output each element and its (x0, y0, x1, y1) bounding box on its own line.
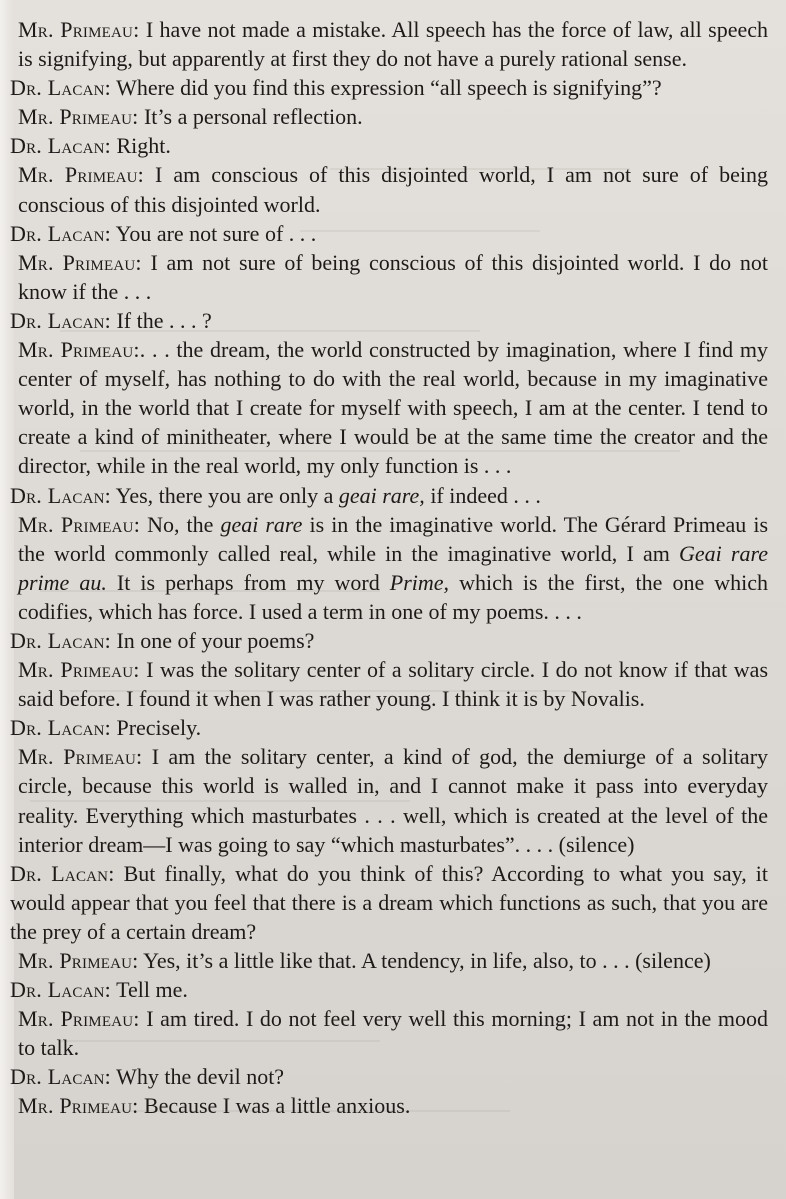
speaker-label: Dr. Lacan: (10, 627, 111, 653)
speaker-label: Mr. Primeau: (18, 948, 139, 973)
speech-text: In one of your poems? (116, 627, 315, 653)
speech-text: I am conscious of this disjointed world, I am not sure of being conscious of this disjointed world. (18, 162, 769, 217)
transcript (0, 15, 786, 1121)
speech-lacan (0, 975, 786, 1004)
speech-lacan (0, 1062, 786, 1091)
speech-lacan (0, 713, 786, 742)
speech-lacan (0, 219, 786, 248)
speaker-label: Dr. Lacan: (10, 307, 111, 333)
speech-text: if indeed . . . (430, 482, 541, 508)
speech-text: If the . . . ? (116, 307, 212, 333)
speech-text: Because I was a little anxious. (143, 1093, 411, 1119)
speaker-label: Mr. Primeau: (18, 657, 140, 683)
speech-lacan (0, 626, 786, 655)
speech-primeau (0, 15, 786, 73)
speaker-label: Dr. Lacan: (10, 75, 111, 101)
speech-text: Why the devil not? (116, 1064, 285, 1090)
speech-lacan (0, 73, 786, 102)
speech-text-italic: Prime, (389, 569, 450, 595)
speech-text: It is perhaps from my word (116, 569, 380, 595)
speech-text: I have not made a mistake. All speech has the force of law, all speech is signifying, but apparently at first they do not have a purely rational sense. (18, 17, 769, 72)
speech-lacan (0, 859, 786, 946)
speaker-label: Mr. Primeau: (18, 337, 140, 363)
speaker-label: Mr. Primeau: (18, 17, 140, 42)
speech-text: Yes, there you are only a (115, 482, 334, 508)
speech-text: Where did you find this expression “all speech is signifying”? (116, 75, 662, 101)
speaker-label: Mr. Primeau: (18, 1006, 140, 1032)
speech-text-italic: geai rare, (338, 482, 425, 508)
speech-primeau (0, 335, 786, 480)
speaker-label: Dr. Lacan: (10, 133, 111, 159)
speech-text: Right. (116, 133, 171, 159)
speaker-label: Dr. Lacan: (10, 977, 111, 1003)
speech-text: You are not sure of . . . (115, 220, 317, 246)
speaker-label: Dr. Lacan: (10, 860, 115, 886)
speech-primeau (0, 655, 786, 713)
speaker-label: Mr. Primeau: (18, 1093, 139, 1119)
speaker-label: Dr. Lacan: (10, 220, 111, 246)
speech-lacan (0, 481, 786, 510)
speaker-label: Dr. Lacan: (10, 1064, 111, 1090)
speech-primeau (0, 1004, 786, 1062)
speech-primeau (0, 160, 786, 218)
speech-primeau (0, 946, 786, 975)
speaker-label: Mr. Primeau: (18, 511, 141, 537)
speech-primeau (0, 102, 786, 131)
speech-text: Yes, it’s a little like that. A tendency, in life, also, to . . . (silence) (143, 948, 711, 973)
speech-text: I am tired. I do not feel very well this morning; I am not in the mood to talk. (18, 1006, 769, 1061)
speech-text: I was the solitary center of a solitary circle. I do not know if that was said before. I found it when I was rather young. I think it is by Novalis. (18, 657, 769, 712)
speaker-label: Mr. Primeau: (18, 162, 144, 188)
speech-text-italic: geai rare (220, 511, 303, 537)
speaker-label: Mr. Primeau: (18, 744, 143, 770)
speech-text: Precisely. (116, 715, 202, 741)
speech-text: But finally, what do you think of this? According to what you say, it would appear that you feel that there is a dream which functions as such, that you are the prey of a certain dream? (10, 860, 769, 944)
speaker-label: Dr. Lacan: (10, 715, 111, 741)
speech-lacan (0, 306, 786, 335)
speaker-label: Dr. Lacan: (10, 482, 111, 508)
speech-text: is in the imaginative world. The Gérard Primeau is the world commonly called real, while in the imaginative world, I am (18, 511, 769, 566)
speaker-label: Mr. Primeau: (18, 104, 139, 130)
speech-text: I am not sure of being conscious of this disjointed world. I do not know if the . . . (18, 249, 769, 304)
speaker-label: Mr. Primeau: (18, 249, 142, 275)
speech-primeau (0, 1091, 786, 1120)
speech-primeau (0, 510, 786, 626)
speech-text: which is the first, the one which codifies, which has force. I used a term in one of my poems. . . . (18, 569, 769, 624)
speech-text: I am the solitary center, a kind of god, the demiurge of a solitary circle, because this world is walled in, and I cannot make it pass into everyday reality. Everything which masturbates . . . well, which is created at the level of the interior dream—I was going to say “which masturbates”. . . . (silence) (18, 744, 769, 857)
speech-text: . . . the dream, the world constructed by imagination, where I find my center of myself, has nothing to do with the real world, because in my imaginative world, in the world that I create for myself with speech, I am at the center. I tend to create a kind of minitheater, where I would be at the same time the creator and the director, while in the real world, my only function is . . . (18, 337, 768, 479)
speech-text-italic: Geai rare prime au. (18, 540, 768, 595)
speech-primeau (0, 248, 786, 306)
speech-text: It’s a personal reflection. (143, 104, 363, 130)
speech-lacan (0, 131, 786, 160)
speech-text: No, the (147, 511, 214, 537)
speech-primeau (0, 742, 786, 858)
speech-text: Tell me. (116, 977, 188, 1003)
